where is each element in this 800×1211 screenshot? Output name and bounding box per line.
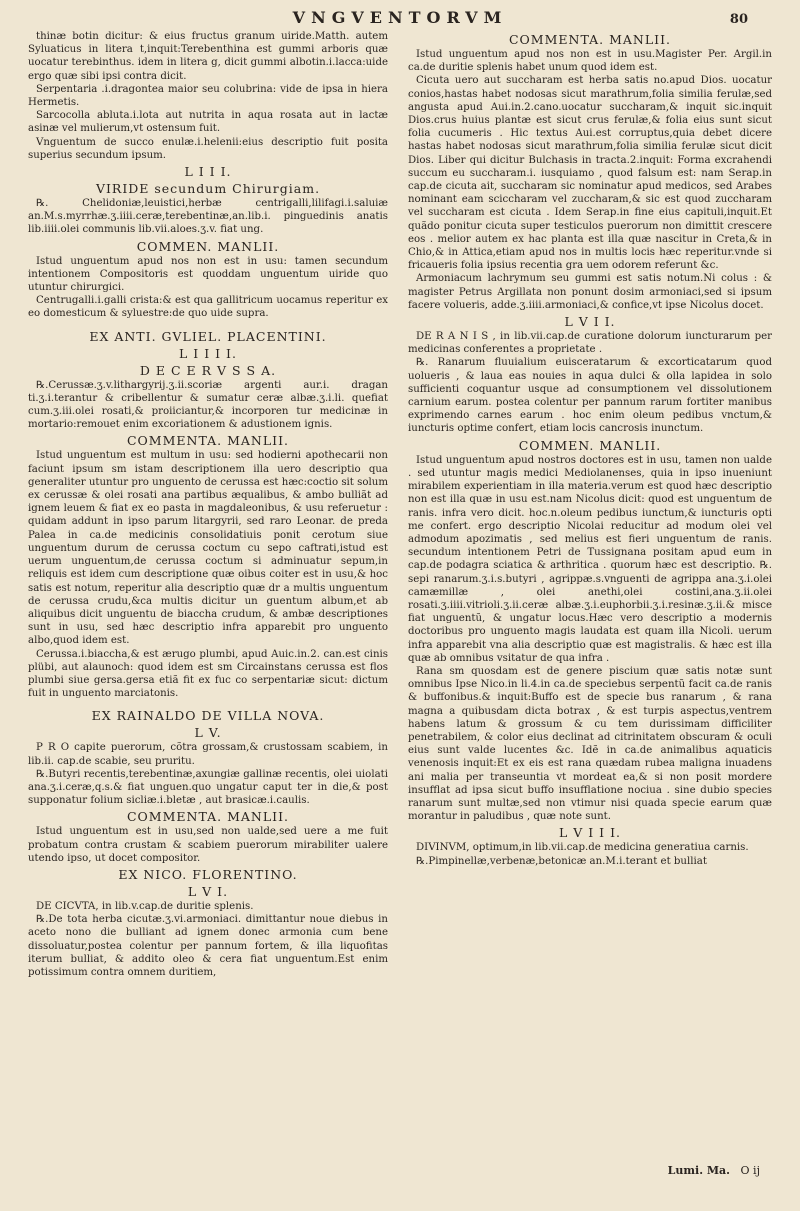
body-paragraph: DIVINVM, optimum,in lib.vii.cap.de medicina generatiua carnis. (416, 842, 749, 854)
body-paragraph: ℞.Pimpinellæ,verbenæ,betonicæ an.M.i.terant et bulliat (416, 855, 707, 867)
body-paragraph: Istud unguentum apud nostros doctores est in usu, tamen non ualde . sed utuntur magis medici Mediolanenses, quia in ipso inueniunt mirabilem experientiam in illa materia.verum est quod hæc descriptio non est illa quæ in usu est.nam Nicolus dicit: quod est unguentum de ranis. infra vero dicit. hoc.n.oleum pedibus iunctum,& iuncturis opti me confert. ergo descriptio Nicolai reducitur ad modum olei vel admodum apozimatis , sed melius est fieri unguentum de ranis. secundum intentionem Petri de Tussignana positam apud eum in cap.de podagra sciatica & arthritica . quorum hæc est descriptio. ℞. sepi ranarum.ʒ.i.s.butyri , agrippæ.s.vnguenti de agrippa ana.ʒ.i.olei camæmillæ , olei anethi,olei costini,ana.ʒ.ii.olei rosati.ʒ.iiii.vitrioli.ʒ.ii.ceræ albæ.ʒ.i.euphorbii.ʒ.i.resinæ.ʒ.ii.& misce fiat unguentũ, & ungatur locus.Hæc vero descriptio a modernis doctoribus pro unguento magis laudata est quam illa Nicoli. uerum infra apparebit vna alia descriptio quæ est magistralis. & hæc est illa quæ ab omnibus vsitatur de qua infra . (408, 454, 772, 664)
signature-mark: O ij (740, 1164, 760, 1177)
body-paragraph: DE R A N I S , in lib.vii.cap.de curatione dolorum iuncturarum per medicinas conferentes a proprietate . (408, 331, 772, 356)
body-paragraph: ℞.De tota herba cicutæ.ʒ.vi.armoniaci. dimittantur noue diebus in aceto nono die bulliant ad ignem donec armonia cum bene dissoluatur,postea colentur per pannum fortem, & illa liquofitas iterum bulliat, & addito oleo & cera fiat unguentum.Est enim potissimum contra omnem duritiem, (28, 914, 388, 978)
body-paragraph: Serpentaria .i.dragontea maior seu colubrina: vide de ipsa in hiera Hermetis. (28, 83, 388, 109)
body-paragraph: P R O capite puerorum, cõtra grossam,& crustossam scabiem, in lib.ii. cap.de scabie, seu pruritu. (28, 742, 388, 767)
section-heading: D E C E R V S S A. (139, 362, 277, 378)
section-gap (28, 321, 388, 327)
body-paragraph: Istud unguentum apud nos non est in usu.Magister Per. Argil.in ca.de duritie splenis habet unum quod idem est. (408, 49, 772, 74)
section-heading: COMMEN. MANLII. (518, 437, 662, 453)
body-paragraph: ℞.Butyri recentis,terebentinæ,axungiæ gallinæ recentis, olei uiolati ana.ʒ.i.ceræ,q.s.& fiat unguen.quo ungatur caput ter in die,& post supponatur folium sicliæ.i.bletæ , aut brasicæ.i.caulis. (28, 768, 388, 807)
section-heading: COMMENTA. MANLII. (126, 809, 289, 825)
running-title: VNGVENTORVM (292, 8, 508, 27)
section-heading: L V I I. (564, 314, 616, 330)
section-gap (28, 700, 388, 706)
section-heading: L I I I. (184, 164, 232, 180)
body-paragraph: thinæ botin dicitur: & eius fructus granum uiride.Matth. autem Syluaticus in litera t,inquit:Terebenthina est gummi arboris quæ uocatur terebinthus. idem in litera g, dicit gummi albotin.i.lacca:uide ergo quæ sibi ipsi contra dicit. (28, 31, 388, 82)
section-heading: L V I I I. (558, 825, 621, 841)
body-paragraph: Istud unguentum est in usu,sed non ualde,sed uere a me fuit probatum contra crustam & scabiem puerorum mirabiliter ualere utendo ipso, ut docet compositor. (28, 826, 388, 864)
section-heading: EX NICO. FLORENTINO. (118, 866, 298, 882)
section-heading: L V. (194, 725, 222, 741)
section-heading: L V I. (187, 883, 229, 899)
body-paragraph: Vnguentum de succo enulæ.i.helenii:eius descriptio fuit posita superius secundum ipsum. (28, 136, 388, 161)
section-heading: COMMENTA. MANLII. (508, 32, 671, 47)
body-paragraph: Cerussa.i.biaccha,& est ærugo plumbi, apud Auic.in.2. can.est cinis plübi, aut alaunoch: quod idem est sm Circainstans cerussa est flos plumbi siue gersa.gersa etiã fit ex fuc co serpentariæ sicut: dictum fuit in unguento marciatonis. (28, 648, 388, 700)
body-paragraph: ℞.Cerussæ.ʒ.v.lithargyrij.ʒ.ii.scoriæ argenti aur.i. dragan ti.ʒ.i.terantur & cribellentur & sumatur ceræ albæ.ʒ.i.li. quefiat cum.ʒ.iii.olei rosati,& proiiciantur,& incorporen tur medicinæ in mortario:remouet enim excoriationem & adustionem ignis. (28, 379, 388, 431)
body-paragraph: DE CICVTA, in lib.v.cap.de duritie splenis. (36, 900, 254, 912)
body-paragraph: Armoniacum lachrymum seu gummi est satis notum.Ni colus : & magister Petrus Argillata non ponunt dosim armoniaci,sed si ipsum facere volueris, adde.ʒ.iiii.armoniaci,& confice,vt ipse Nicolus docet. (408, 273, 772, 311)
body-paragraph: Rana sm quosdam est de genere piscium quæ satis notæ sunt omnibus Ipse Nico.in li.4.in ca.de speciebus serpentũ facit ca.de ranis & buffonibus.& inquit:Buffo est de specie bus ranarum , & rana magna a quibusdam dicta botrax , & est turpis aspectus,ventrem habens latum & grossum & cu tem durissimam difficiliter penetrabilem, & color eius declinat ad citrinitatem obscuram & oculi eius sunt valde lucentes &c. Idẽ in ca.de animalibus aquaticis venenosis inquit:Et ex eis est rana quædam rubea maligna inuadens ani malia per transeuntia vt mordeat ea,& si non posit mordere insufflat ad ipsa sicut buffo insufflatione nociua . sine dubio species ranarum sunt multæ,sed non vtimur nisi quada specie earum quæ morantur in paludibus , quæ note sunt. (408, 665, 772, 823)
body-paragraph: Sarcocolla abluta.i.lota aut nutrita in aqua rosata aut in lactæ asinæ vel mulierum,vt ostensum fuit. (28, 110, 388, 135)
body-paragraph: ℞. Ranarum fluuialium euisceratarum & excorticatarum quod uolueris , & laua eas nouies in aqua dulci & olla lapidea in solo sufficienti coquantur usque ad consumptionem vel dissolutionem carnium earum. postea colentur per pannum rarum fortiter manibus exprimendo carnes earum . hoc enim oleum pedibus vnctum,& iuncturis optime confert, etiam locis cancrosis inunctum. (408, 357, 772, 435)
section-heading: EX RAINALDO DE VILLA NOVA. (91, 708, 325, 724)
section-heading: COMMEN. MANLII. (136, 238, 280, 254)
body-paragraph: Centrugalli.i.galli crista:& est qua gallitricum uocamus reperitur ex eo domesticum & syluestre:de quo uide supra. (28, 295, 388, 320)
body-paragraph: Istud unguentum apud nos non est in usu: tamen secundum intentionem Compositoris est quoddam unguentum uiride quo utuntur chirurgici. (28, 255, 388, 294)
section-heading: EX ANTI. GVLIEL. PLACENTINI. (89, 328, 327, 344)
body-paragraph: Cicuta uero aut succharam est herba satis no.apud Dios. uocatur conios,hastas habet nodosas sicut marathrum,folia similia ferulæ,sed angusta apud Aui.in.2.cano.uocatur succharam,& inquit sic.inquit Dios.crus huius plantæ est sicut crus ferulæ,& folia eius sunt sicut folia cucumeris . Hic textus Aui.est corruptus,quia debet dicere hastas habet nodosas sicut marathrum,folia similia ferulæ sicut dicit Dios. Liber qui dicitur Bulchasis in tracta.2.inquit: Forma excrahendi succum eu succharam.i. iusquiamo , quod falsum est: nam Serap.in cap.de cicuta ait, succharam sic nominatur apud medicos, sed Arabes nominant eam sciccharam vel zuccharam,& sic est quod zuccharam vel succharam est cicuta . Idem Serap.in fine eius capituli,inquit.Et quãdo ponitur cicuta super testiculos puerorum non dimittit crescere eos . melior autem ex hac planta est illa quæ nascitur in Creta,& in Chio,& in Attica,etiam apud nos in multis locis hæc reperitur.vnde si fricaueris folia ipsius recentia gra uem odorem referunt &c. (408, 75, 772, 272)
body-paragraph: Istud unguentum est multum in usu: sed hodierni apothecarii non faciunt ipsum sm istam descriptionem illa uero descriptio qua generaliter utuntur pro unguento de cerussa est hæc:coctio sit solum ex cerussæ & olei rosati ana partibus æqualibus, & ambo bulliãt ad ignem leuem & fiat ex eo pasta in magdaleonibus, & usu referuetur : quidam addunt in ipso parum litargyrii, sed raro Leonar. de preda Palea in ca.de medicinis consolidatiuis ponit cerotum siue unguentum durum de cerussa coctum cu sepo caftrati,istud est uerum unguentum,de cerussa coctum si adminuatur sepum,in reliquis est idem cum descriptione quæ oibus coiter est in usu,& hoc satis est notum, reperitur alia descriptio quæ dr a multis unguentum de cerussa crudu,&ca multis dicitur un guentum album,et ab aliquibus dicit unguentu de biaccha crudum, & ambæ descriptiones sunt in usu, sed hæc descriptio infra apparebit pro unguento albo,quod idem est. (28, 450, 388, 647)
body-paragraph: ℞. Chelidoniæ,leuistici,herbæ centrigalli,lilifagi.i.saluiæ an.M.s.myrrhæ.ʒ.iiii.ceræ,terebentinæ,an.lib.i. pinguedinis anatis lib.iiii.olei communis lib.vii.aloes.ʒ.v. fiat ung. (28, 198, 388, 236)
right-column (408, 30, 772, 868)
catchword: Lumi. Ma. (667, 1164, 730, 1177)
section-heading: VIRIDE secundum Chirurgiam. (95, 181, 321, 197)
section-heading: L I I I I. (179, 345, 237, 361)
left-column (28, 30, 388, 979)
folio-number: 80 (729, 12, 748, 27)
section-heading: COMMENTA. MANLII. (126, 433, 289, 449)
